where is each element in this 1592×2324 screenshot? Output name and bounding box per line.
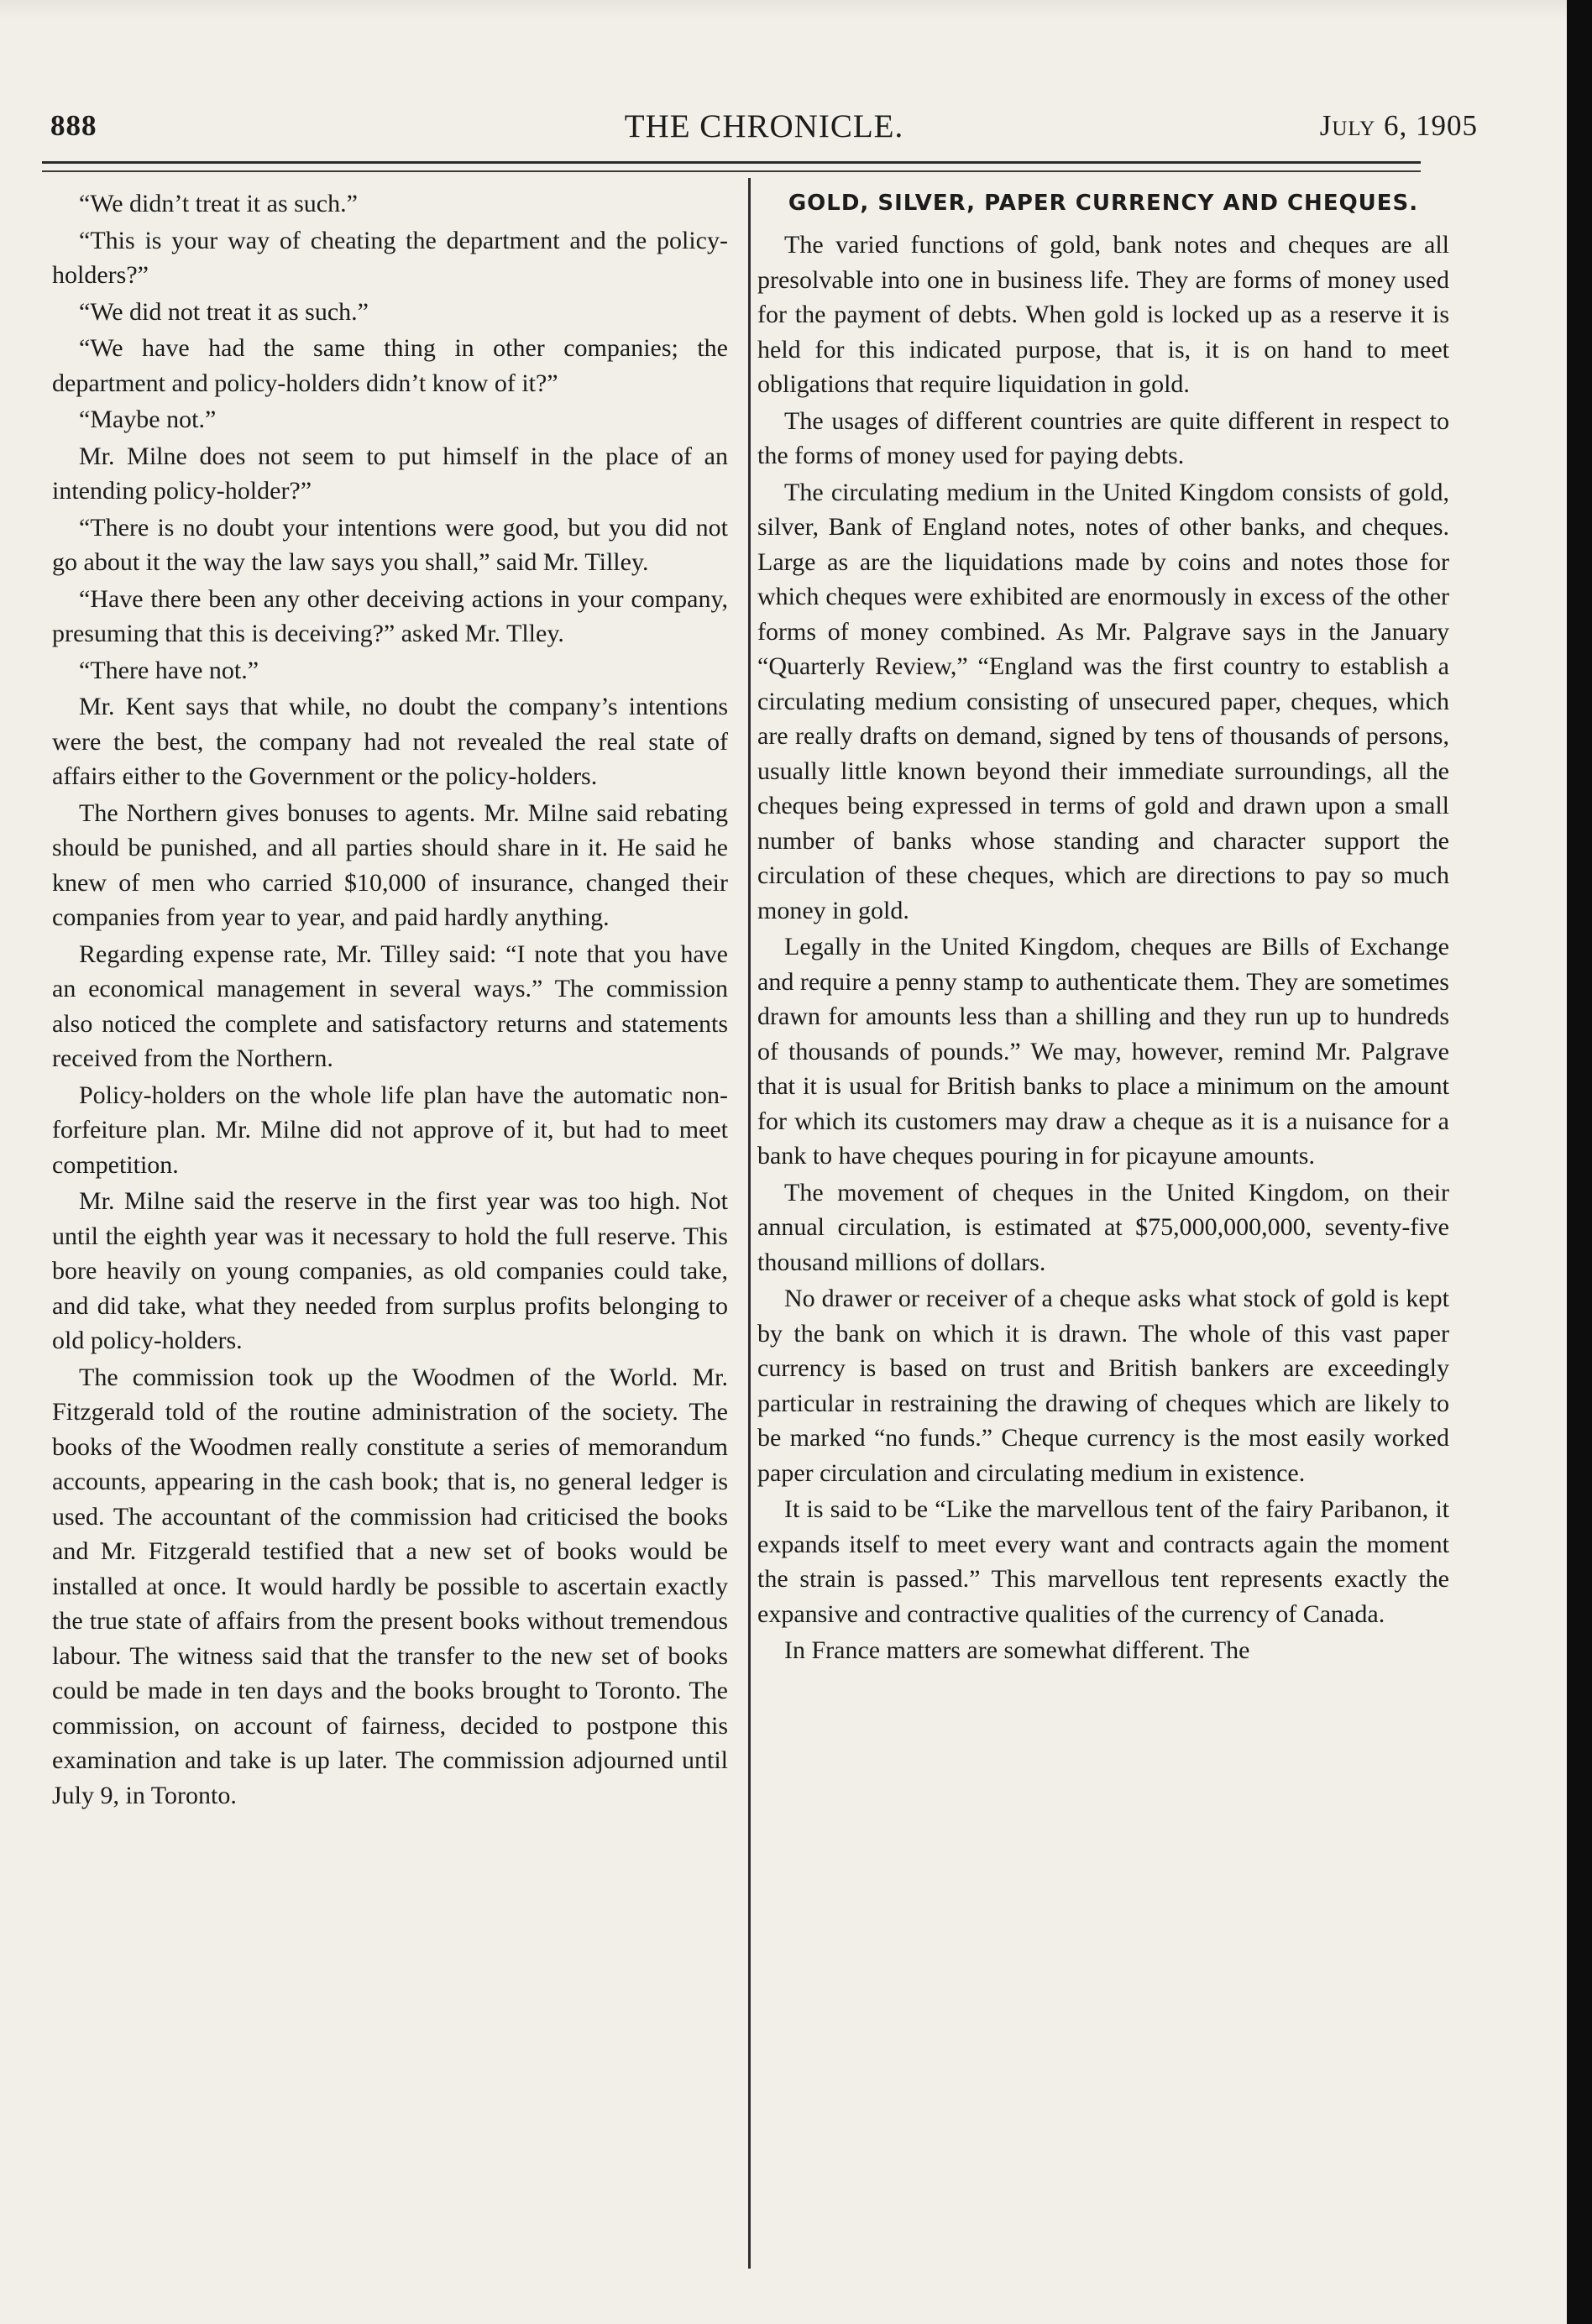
paragraph: “There have not.” [79,656,259,684]
issue-date: July 6, 1905 [1319,109,1478,142]
paragraph: The movement of cheques in the United Kingdom, on their annual circulation, is estimated at $75,000,000,000, seventy-five thousand millions of dollars. [757,1178,1449,1276]
paragraph: The usages of different countries are quite different in respect to the forms of money used for paying debts. [757,406,1449,469]
paragraph: The circulating medium in the United Kingdom consists of gold, silver, Bank of England notes, notes of other banks, and cheques. Large as are the liquidations made by coins and notes those for which cheques were exhibited are enormously in excess of the other forms of money combined. As Mr. Palgrave says in the January “Quarterly Review,” “England was the first country to establish a circulating medium consisting of unsecured paper, cheques, which are really drafts on demand, signed by tens of thousands of persons, usually little known beyond their immediate surroundings, all the cheques being expressed in terms of gold and drawn upon a small number of banks whose standing and character support the circulation of these cheques, which are directions to pay so much money in gold. [757,478,1449,924]
paragraph: The commission took up the Woodmen of the World. Mr. Fitzgerald told of the routine administration of the society. The books of the Woodmen really constitute a series of memorandum accounts, appearing in the cash book; that is, no general ledger is used. The accountant of the commission had criticised the books and Mr. Fitzgerald testified that a new set of books would be installed at once. It would hardly be possible to ascertain exactly the true state of affairs from the present books without tremendous labour. The witness said that the transfer to the new set of books could be made in ten days and the books brought to Toronto. The commission, on account of fairness, decided to postpone this examination and take is up later. The commission adjourned until July 9, in Toronto. [52,1363,728,1809]
paragraph: In France matters are somewhat different. The [784,1636,1250,1664]
paragraph: Mr. Milne said the reserve in the first year was too high. Not until the eighth year was it necessary to hold the full reserve. This bore heavily on young companies, as old companies could take, and did take, what they needed from surplus profits belonging to old policy-holders. [52,1187,728,1354]
right-column [757,186,1449,1670]
paragraph: “Have there been any other deceiving actions in your company, presuming that this is deceiving?” asked Mr. Tlley. [52,584,728,647]
paragraph: Mr. Milne does not seem to put himself in the place of an intending policy-holder?” [52,442,728,505]
paragraph: The Northern gives bonuses to agents. Mr. Milne said rebating should be punished, and all parties should share in it. He said he knew of men who carried $10,000 of insurance, changed their companies from year to year, and paid hardly anything. [52,798,728,931]
article-heading: GOLD, SILVER, PAPER CURRENCY AND CHEQUES. [788,191,1419,216]
paragraph: “This is your way of cheating the department and the policy-holders?” [52,226,728,289]
paragraph: Legally in the United Kingdom, cheques are Bills of Exchange and require a penny stamp to authenticate them. They are sometimes drawn for amounts less than a shilling and they run up to hundreds of thousands of pounds.” We may, however, remind Mr. Palgrave that it is usual for British banks to place a minimum on the amount for which its customers may draw a cheque as it is a nuisance for a bank to have cheques pouring in for picayune amounts. [757,933,1449,1170]
scan-edge-shadow [1567,0,1592,2324]
paragraph: No drawer or receiver of a cheque asks what stock of gold is kept by the bank on which it is drawn. The whole of this vast paper currency is based on trust and British bankers are exceedingly particular in restraining the drawing of cheques which are likely to be marked “no funds.” Cheque currency is the most easily worked paper circulation and circulating medium in existence. [757,1285,1449,1487]
paragraph: “There is no doubt your intentions were good, but you did not go about it the way the law says you shall,” said Mr. Tilley. [52,513,728,576]
paragraph: Policy-holders on the whole life plan have the automatic non-forfeiture plan. Mr. Milne did not approve of it, but had to meet competition. [52,1081,728,1179]
running-head [50,109,1478,154]
journal-title: THE CHRONICLE. [624,108,904,144]
paragraph: It is said to be “Like the marvellous tent of the fairy Paribanon, it expands itself to meet every want and contracts again the moment the strain is passed.” This marvellous tent represents exactly the expansive and contractive qualities of the currency of Canada. [757,1495,1449,1628]
paragraph: Mr. Kent says that while, no doubt the company’s intentions were the best, the company had not revealed the real state of affairs either to the Government or the policy-holders. [52,693,728,790]
header-rule-thin [42,170,1421,172]
paragraph: The varied functions of gold, bank notes and cheques are all presolvable into one in business life. They are forms of money used for the payment of debts. When gold is locked up as a reserve it is held for this indicated purpose, that is, it is on hand to meet obligations that require liquidation in gold. [757,231,1449,398]
page-number: 888 [50,109,97,142]
paragraph: “We did not treat it as such.” [79,297,369,326]
paragraph: “We didn’t treat it as such.” [79,190,358,217]
column-divider [748,178,751,2269]
left-column [52,186,728,1814]
paragraph: Regarding expense rate, Mr. Tilley said: “I note that you have an economical management in several ways.” The commission also noticed the complete and satisfactory returns and statements received from the Northern. [52,940,728,1072]
paragraph: “Maybe not.” [79,406,217,433]
paragraph: “We have had the same thing in other companies; the department and policy-holders didn’t know of it?” [52,334,728,397]
scan-top-strip [0,0,1567,18]
header-rule [42,161,1421,164]
